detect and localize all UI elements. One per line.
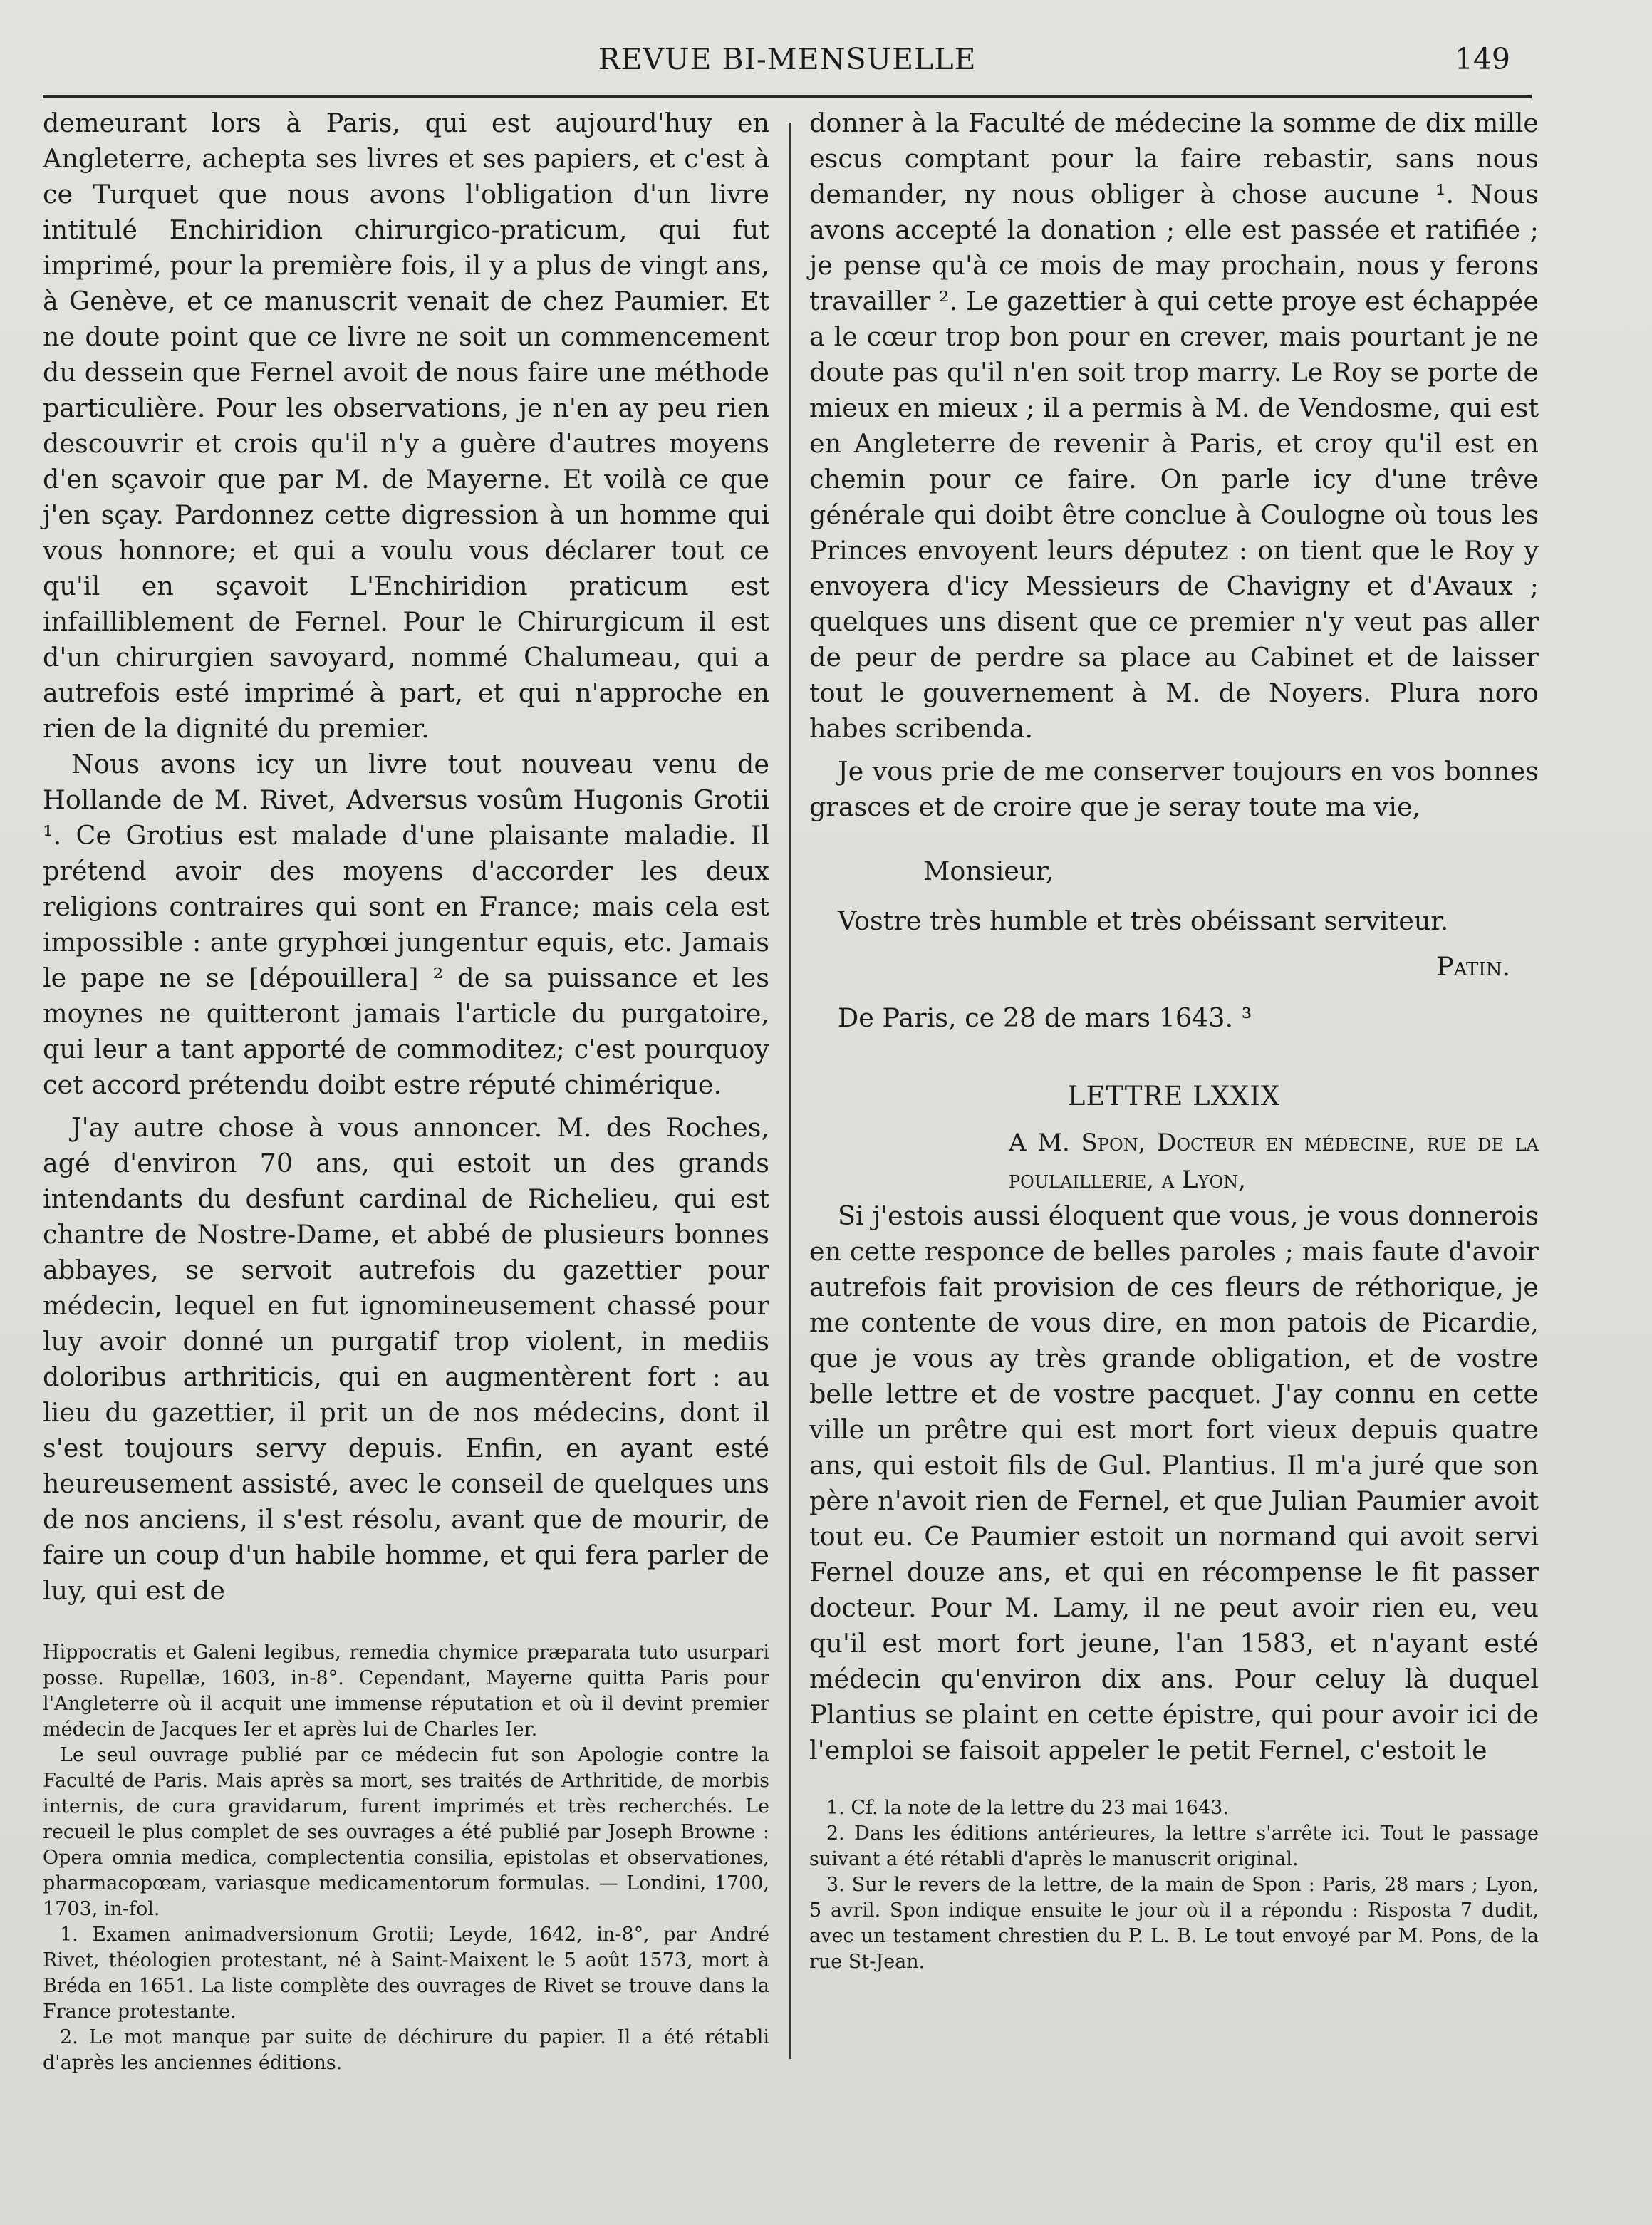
footnote: 3. Sur le revers de la lettre, de la main de Spon : Paris, 28 mars ; Lyon, 5 avril. Spon indique ensuite le jour où il a répondu : Risposta 7 dudit, avec un testament chrestien du P. L. B. Le tout envoyé par M. Pons, de la rue St-Jean. (809, 1874, 1539, 1973)
closing: Vostre très humble et très obéissant serviteur. (838, 906, 1449, 936)
body-paragraph: donner à la Faculté de médecine la somme de dix mille escus comptant pour la faire rebastir, sans nous demander, ny nous obliger à chose aucune ¹. Nous avons accepté la donation ; elle est passée et ratifiée ; je pense qu'à ce mois de may prochain, nous y ferons travailler ². Le gazettier à qui cette proye est échappée a le cœur trop bon pour en crever, mais pourtant je ne doute pas qu'il n'en soit trop marry. Le Roy se porte de mieux en mieux ; il a permis à M. de Vendosme, qui est en Angleterre de revenir à Paris, et croy qu'il est en chemin pour ce faire. On parle icy d'une trêve générale qui doibt être conclue à Coulogne où tous les Princes envoyent leurs députez : on tient que le Roy y envoyera d'icy Messieurs de Chavigny et d'Avaux ; quelques uns disent que ce premier n'y veut pas aller de peur de perdre sa place au Cabinet et de laisser tout le gouvernement à M. de Noyers. Plura noro habes scribenda. (809, 108, 1539, 744)
body-paragraph: demeurant lors à Paris, qui est aujourd'huy en Angleterre, achepta ses livres et ses papiers, et c'est à ce Turquet que nous avons l'obligation d'un livre intitulé Enchiridion chirurgico-praticum, qui fut imprimé, pour la première fois, il y a plus de vingt ans, à Genève, et ce manuscrit venait de chez Paumier. Et ne doute point que ce livre ne soit un commencement du dessein que Fernel avoit de nous faire une méthode particulière. Pour les observations, je n'en ay peu rien descouvrir et crois qu'il n'y a guère d'autres moyens d'en sçavoir que par M. de Mayerne. Et voilà ce que j'en sçay. Pardonnez cette digression à un homme qui vous honnore; et qui a voulu vous déclarer tout ce qu'il en sçavoit L'Enchiridion praticum est infailliblement de Fernel. Pour le Chirurgicum il est d'un chirurgien savoyard, nommé Chalumeau, qui a autrefois esté imprimé à part, et qui n'approche en rien de la dignité du premier. (43, 108, 769, 744)
left-column (43, 105, 769, 2076)
footnote: 1. Examen animadversionum Grotii; Leyde, 1642, in-8°, par André Rivet, théologien protestant, né à Saint-Maixent le 5 août 1573, mort à Bréda en 1651. La liste complète des ouvrages de Rivet se trouve dans la France protestante. (43, 1924, 769, 2023)
footnotes-right (809, 1795, 1539, 1975)
salutation: Monsieur, (923, 856, 1054, 886)
footnotes-left (43, 1640, 769, 2076)
letter-title: LETTRE LXXIX (1067, 1081, 1281, 1111)
addressee: A M. Spon, Docteur en médecine, rue de la poulaillerie, a Lyon, (1009, 1129, 1539, 1194)
page-number: 149 (1454, 42, 1510, 76)
signature: Patin. (1436, 951, 1510, 982)
header-rule (43, 95, 1532, 98)
page-header (43, 39, 1532, 89)
footnote: Le seul ouvrage publié par ce médecin fut son Apologie contre la Faculté de Paris. Mais après sa mort, ses traités de Arthritide, de morbis internis, de cura gravidarum, furent imprimés et très recherchés. Le recueil le plus complet de ses ouvrages a été publié par Joseph Browne : Opera omnia medica, complectentia consilia, epistolas et observationes, pharmacopœam, variasque medicamentorum formulas. — Londini, 1700, 1703, in-fol. (43, 1744, 769, 1920)
footnote: 2. Dans les éditions antérieures, la lettre s'arrête ici. Tout le passage suivant a été rétabli d'après le manuscrit original. (809, 1822, 1539, 1870)
footnote: 2. Le mot manque par suite de déchirure du papier. Il a été rétabli d'après les anciennes éditions. (43, 2026, 769, 2074)
body-paragraph: Je vous prie de me conserver toujours en vos bonnes grasces et de croire que je seray toute ma vie, (809, 756, 1539, 822)
dateline: De Paris, ce 28 de mars 1643. ³ (838, 1002, 1252, 1033)
body-paragraph: Si j'estois aussi éloquent que vous, je vous donnerois en cette responce de belles paroles ; mais faute d'avoir autrefois fait provision de ces fleurs de réthorique, je me contente de vous dire, en mon patois de Picardie, que je vous ay très grande obligation, et de vostre belle lettre et de vostre pacquet. J'ay connu en cette ville un prêtre qui est mort fort vieux depuis quatre ans, qui estoit fils de Gul. Plantius. Il m'a juré que son père n'avoit rien de Fernel, et que Julian Paumier avoit tout eu. Ce Paumier estoit un normand qui avoit servi Fernel douze ans, et qui en récompense le fit passer docteur. Pour M. Lamy, il ne peut avoir rien eu, veu qu'il est mort fort jeune, l'an 1583, et n'ayant esté médecin qu'environ dix ans. Pour celuy là duquel Plantius se plaint en cette épistre, qui pour avoir ici de l'emploi se faisoit appeler le petit Fernel, c'estoit le (809, 1200, 1539, 1765)
body-paragraph: Nous avons icy un livre tout nouveau venu de Hollande de M. Rivet, Adversus vosûm Hugonis Grotii ¹. Ce Grotius est malade d'une plaisante maladie. Il prétend avoir des moyens d'accorder les deux religions contraires qui sont en France; mais cela est impossible : ante gryphœi jungentur equis, etc. Jamais le pape ne se [dépouillera] ² de sa puissance et les moynes ne quitteront jamais l'article du purgatoire, qui leur a tant apporté de commoditez; c'est pourquoy cet accord prétendu doibt estre réputé chimérique. (43, 749, 769, 1100)
body-paragraph: J'ay autre chose à vous annoncer. M. des Roches, agé d'environ 70 ans, qui estoit un des grands intendants du desfunt cardinal de Richelieu, qui est chantre de Nostre-Dame, et abbé de plusieurs bonnes abbayes, se servoit autrefois du gazettier pour médecin, lequel en fut ignomineusement chassé pour luy avoir donné un purgatif trop violent, in mediis doloribus arthriticis, qui en augmentèrent fort : au lieu du gazettier, il prit un de nos médecins, dont il s'est toujours servy depuis. Enfin, en ayant esté heureusement assisté, avec le conseil de quelques uns de nos anciens, il s'est résolu, avant que de mourir, de faire un coup d'un habile homme, et qui fera parler de luy, qui est de (43, 1112, 769, 1606)
right-column (809, 105, 1539, 1975)
footnote: Hippocratis et Galeni legibus, remedia chymice præparata tuto usurpari posse. Rupellæ, 1603, in-8°. Cependant, Mayerne quitta Paris pour l'Angleterre où il acquit une immense réputation et où il devint premier médecin de Jacques Ier et après lui de Charles Ier. (43, 1641, 769, 1741)
footnote: 1. Cf. la note de la lettre du 23 mai 1643. (826, 1797, 1229, 1819)
running-head: REVUE BI-MENSUELLE (598, 42, 977, 76)
column-divider (789, 123, 791, 2059)
